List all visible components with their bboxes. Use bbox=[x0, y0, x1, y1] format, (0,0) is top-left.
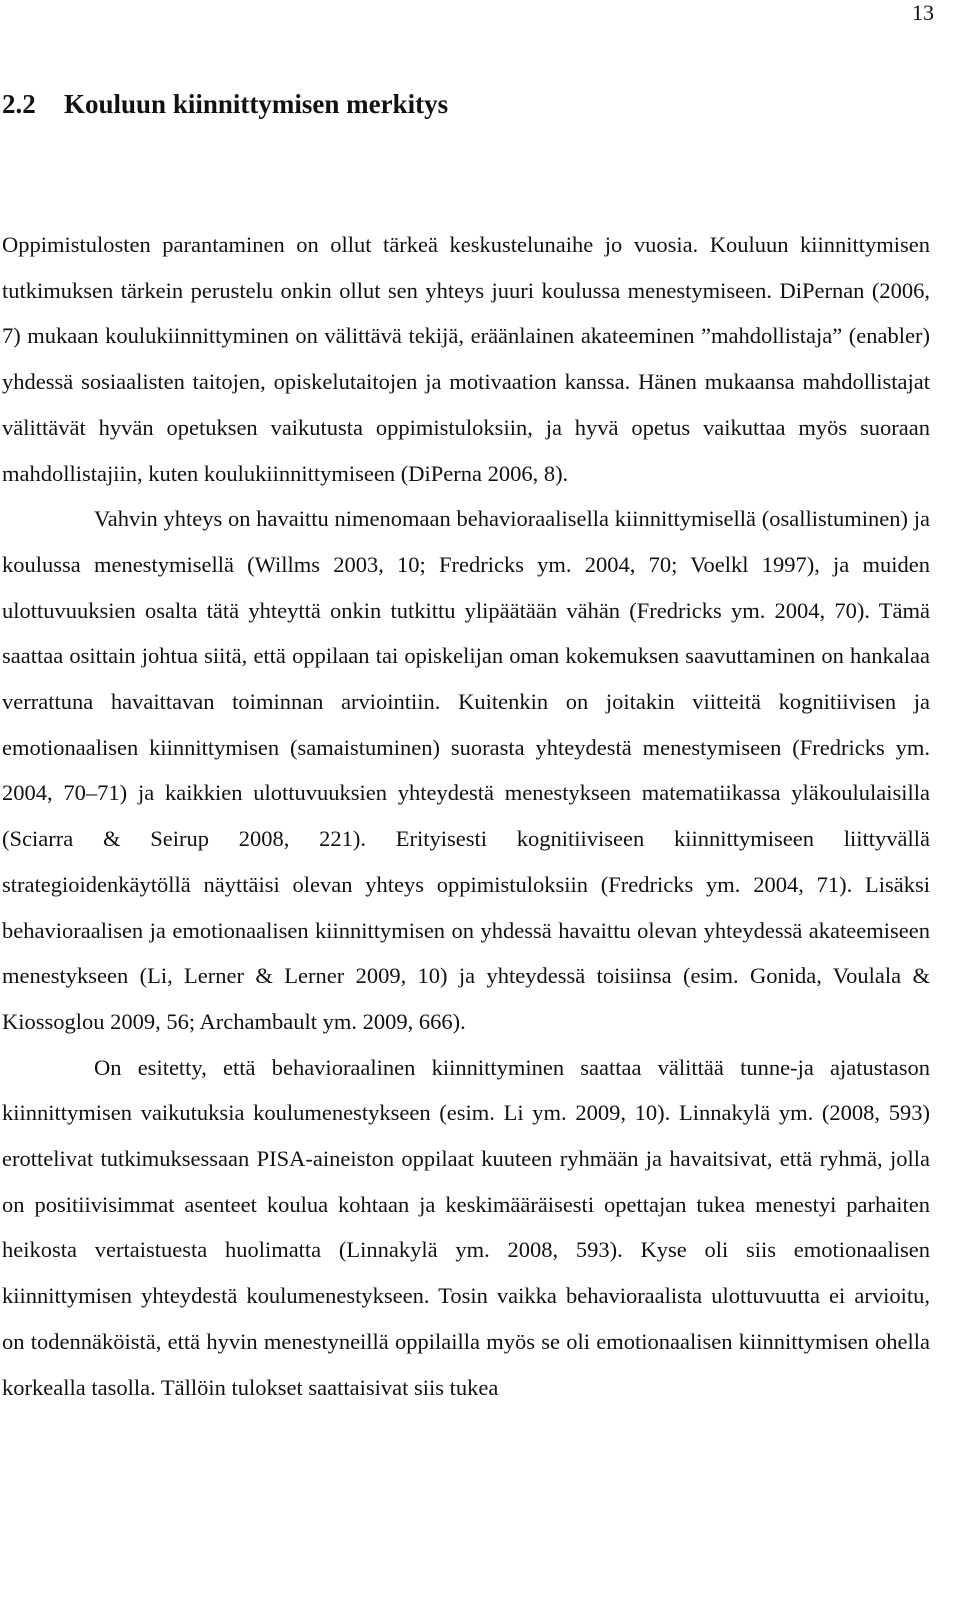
paragraph-3: On esitetty, että behavioraalinen kiinnittyminen saattaa välittää tunne-ja ajatustason kiinnittymisen vaikutuksia koulumenestykseen (esim. Li ym. 2009, 10). Linnakylä ym. (2008, 593) erottelivat tutkimuksessaan PISA-aineiston oppilaat kuuteen ryhmään ja havaitsivat, että ryhmä, jolla on positiivisimmat asenteet koulua kohtaan ja keskimääräisesti opettajan tukea menestyi parhaiten heikosta vertaistuesta huolimatta (Linnakylä ym. 2008, 593). Kyse oli siis emotionaalisen kiinnittymisen yhteydestä koulumenestykseen. Tosin vaikka behavioraalista ulottuvuutta ei arvioitu, on todennäköistä, että hyvin menestyneillä oppilailla myös se oli emotionaalisen kiinnittymisen ohella korkealla tasolla. Tällöin tulokset saattaisivat siis tukea bbox=[2, 1054, 930, 1400]
paragraph-1: Oppimistulosten parantaminen on ollut tärkeä keskustelunaihe jo vuosia. Kouluun kiinnittymisen tutkimuksen tärkein perustelu onkin ollut sen yhteys juuri koulussa menestymiseen. DiPernan (2006, 7) mukaan koulukiinnittyminen on välittävä tekijä, eräänlainen akateeminen ”mahdollistaja” (enabler) yhdessä sosiaalisten taitojen, opiskelutaitojen ja motivaation kanssa. Hänen mukaansa mahdollistajat välittävät hyvän opetuksen vaikutusta oppimistuloksiin, ja hyvä opetus vaikuttaa myös suoraan mahdollistajiin, kuten koulukiinnittymiseen (DiPerna 2006, 8). bbox=[2, 232, 930, 486]
section-title: Kouluun kiinnittymisen merkitys bbox=[64, 89, 449, 119]
paragraph-2: Vahvin yhteys on havaittu nimenomaan behavioraalisella kiinnittymisellä (osallistuminen) ja koulussa menestymisellä (Willms 2003, 10; Fredricks ym. 2004, 70; Voelkl 1997), ja muiden ulottuvuuksien osalta tätä yhteyttä onkin tutkittu ylipäätään vähän (Fredricks ym. 2004, 70). Tämä saattaa osittain johtua siitä, että oppilaan tai opiskelijan oman kokemuksen saavuttaminen on hankalaa verrattuna havaittavan toiminnan arviointiin. Kuitenkin on joitakin viitteitä kognitiivisen ja emotionaalisen kiinnittymisen (samaistuminen) suorasta yhteydestä menestymiseen (Fredricks ym. 2004, 70–71) ja kaikkien ulottuvuuksien yhteydestä menestykseen matematiikassa yläkoululaisilla (Sciarra & Seirup 2008, 221). Erityisesti kognitiiviseen kiinnittymiseen liittyvällä strategioidenkäytöllä näyttäisi olevan yhteys oppimistuloksiin (Fredricks ym. 2004, 71). Lisäksi behavioraalisen ja emotionaalisen kiinnittymisen on yhdessä havaittu olevan yhteydessä akateemiseen menestykseen (Li, Lerner & Lerner 2009, 10) ja yhteydessä toisiinsa (esim. Gonida, Voulala & Kiossoglou 2009, 56; Archambault ym. 2009, 666). bbox=[2, 506, 930, 1034]
page-number: 13 bbox=[912, 0, 934, 25]
body-text bbox=[2, 222, 930, 1410]
section-heading bbox=[2, 86, 448, 122]
section-number: 2.2 bbox=[2, 89, 36, 119]
